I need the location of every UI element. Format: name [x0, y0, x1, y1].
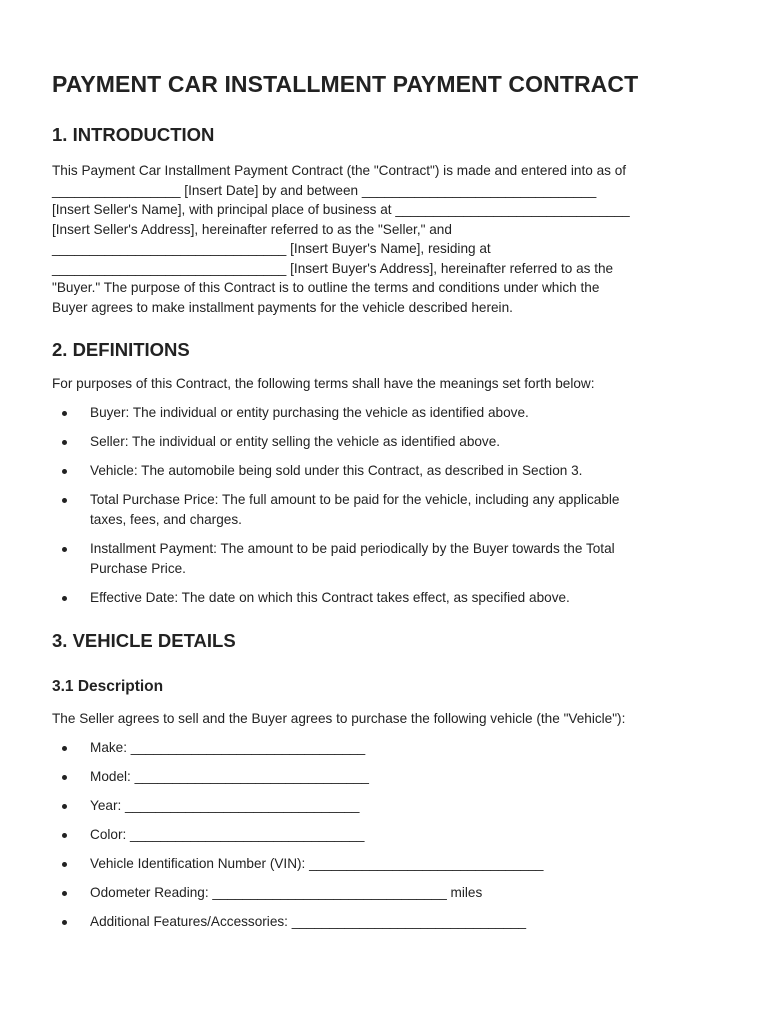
- list-item: Buyer: The individual or entity purchasing the vehicle as identified above.: [90, 403, 730, 423]
- paragraph-line: _______________________________ [Insert Buyer's Name], residing at: [52, 241, 491, 256]
- vehicle-odometer-field: Odometer Reading: _______________________________ miles: [90, 883, 730, 903]
- vehicle-lead-text: The Seller agrees to sell and the Buyer agrees to purchase the following vehicle (the "Vehicle"):: [52, 711, 626, 726]
- paragraph-line: [Insert Seller's Address], hereinafter referred to as the "Seller," and: [52, 221, 452, 237]
- subsection-heading-description: 3.1 Description: [52, 678, 164, 695]
- paragraph-line: Buyer agrees to make installment payments for the vehicle described herein.: [52, 299, 513, 315]
- vehicle-make-field: Make: _______________________________: [90, 738, 730, 758]
- vehicle-year-field: Year: _______________________________: [90, 796, 730, 816]
- document-title: PAYMENT CAR INSTALLMENT PAYMENT CONTRACT: [52, 71, 639, 97]
- vehicle-color-field: Color: _______________________________: [90, 825, 730, 845]
- list-item: Total Purchase Price: The full amount to be paid for the vehicle, including any applicable taxes, fees, and charges.: [90, 490, 730, 529]
- introduction-paragraph: [52, 161, 722, 317]
- paragraph-line: _________________ [Insert Date] by and between _______________________________: [52, 182, 597, 198]
- paragraph-line: _______________________________ [Insert Buyer's Address], hereinafter referred to as the: [52, 260, 614, 276]
- vehicle-model-field: Model: _______________________________: [90, 767, 730, 787]
- definitions-lead-text: For purposes of this Contract, the following terms shall have the meanings set forth below:: [52, 376, 595, 391]
- list-item: Installment Payment: The amount to be paid periodically by the Buyer towards the Total Purchase Price.: [90, 539, 730, 578]
- vehicle-features-field: Additional Features/Accessories: _______________________________: [90, 912, 730, 932]
- section-heading-vehicle-details: 3. VEHICLE DETAILS: [52, 630, 236, 651]
- paragraph-line: "Buyer." The purpose of this Contract is to outline the terms and conditions under which the: [52, 280, 600, 295]
- section-heading-introduction: 1. INTRODUCTION: [52, 124, 215, 145]
- paragraph-line: [Insert Seller's Name], with principal place of business at _______________________________: [52, 202, 630, 217]
- list-item: Vehicle: The automobile being sold under this Contract, as described in Section 3.: [90, 461, 730, 481]
- section-heading-definitions: 2. DEFINITIONS: [52, 339, 190, 360]
- paragraph-line: This Payment Car Installment Payment Contract (the "Contract") is made and entered into as of: [52, 163, 627, 178]
- list-item: Seller: The individual or entity selling the vehicle as identified above.: [90, 432, 730, 452]
- vehicle-vin-field: Vehicle Identification Number (VIN): _______________________________: [90, 854, 730, 874]
- list-item: Effective Date: The date on which this Contract takes effect, as specified above.: [90, 588, 730, 608]
